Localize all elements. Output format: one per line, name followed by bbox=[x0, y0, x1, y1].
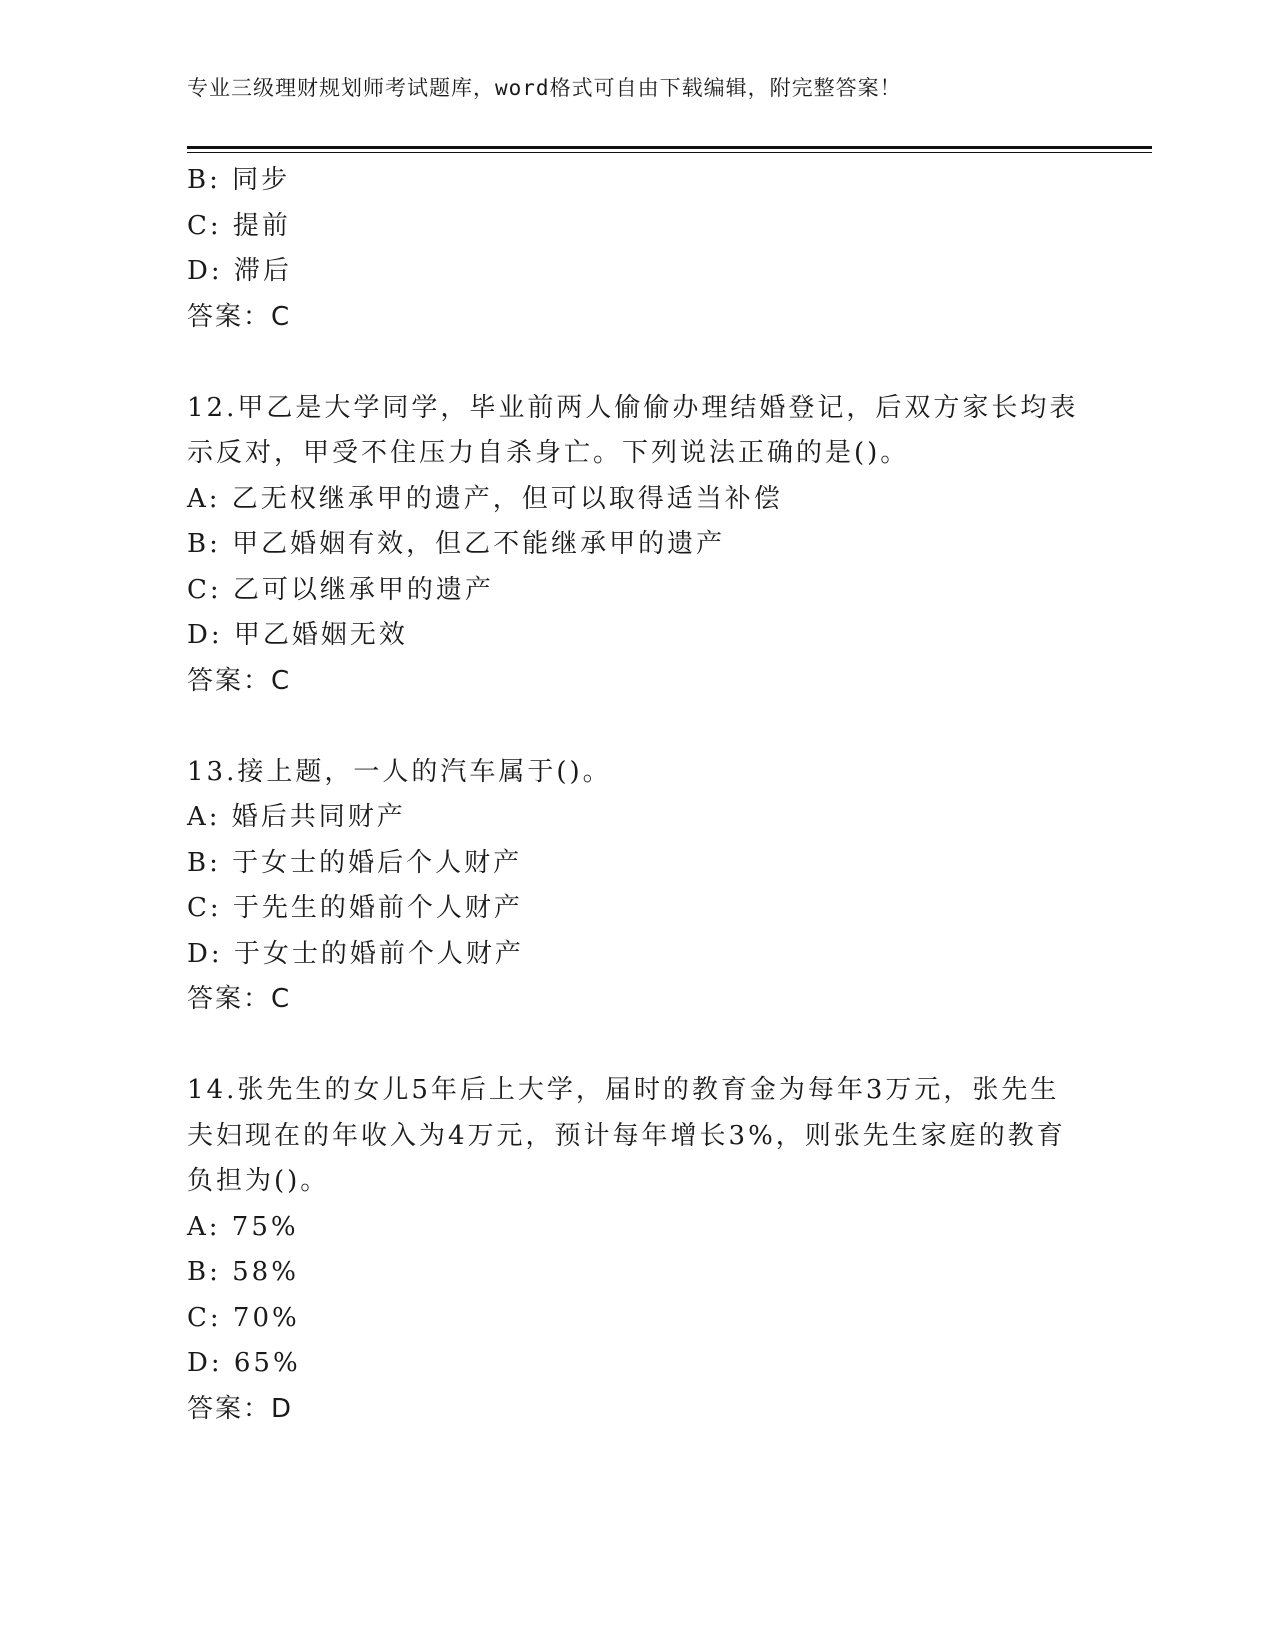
question-12 bbox=[187, 386, 1087, 705]
option-c: C: 于先生的婚前个人财产 bbox=[187, 893, 523, 923]
answer-line: 答案：D bbox=[187, 1393, 294, 1424]
question-stem-line: 12.甲乙是大学同学，毕业前两人偷偷办理结婚登记，后双方家长均表 bbox=[187, 392, 1079, 423]
option-d: D: 滞后 bbox=[187, 256, 292, 286]
option-a: A: 婚后共同财产 bbox=[187, 802, 406, 832]
option-c: C: 乙可以继承甲的遗产 bbox=[187, 574, 494, 605]
header-divider-thin bbox=[187, 152, 1152, 153]
page-header: 专业三级理财规划师考试题库，word格式可自由下载编辑，附完整答案！ bbox=[187, 76, 902, 100]
option-d: D: 甲乙婚姻无效 bbox=[187, 620, 408, 650]
spacer bbox=[187, 704, 1087, 750]
spacer bbox=[187, 340, 1087, 386]
question-13 bbox=[187, 750, 1087, 1023]
spacer bbox=[187, 1023, 1087, 1069]
question-stem-line: 夫妇现在的年收入为4万元，预计每年增长3%，则张先生家庭的教育 bbox=[187, 1120, 1066, 1151]
option-b: B: 同步 bbox=[187, 165, 291, 195]
answer-line: 答案：C bbox=[187, 665, 292, 696]
question-stem-line: 负担为()。 bbox=[187, 1166, 330, 1196]
question-stem-line: 示反对，甲受不住压力自杀身亡。下列说法正确的是()。 bbox=[187, 438, 910, 468]
option-d: D: 65% bbox=[187, 1348, 301, 1378]
option-b: B: 于女士的婚后个人财产 bbox=[187, 847, 523, 878]
question-fragment bbox=[187, 158, 1087, 340]
option-c: C: 提前 bbox=[187, 210, 291, 241]
header-divider-thick bbox=[187, 146, 1152, 149]
question-stem-line: 13.接上题，一人的汽车属于()。 bbox=[187, 756, 612, 787]
document-body bbox=[187, 158, 1087, 1432]
option-b: B: 甲乙婚姻有效，但乙不能继承甲的遗产 bbox=[187, 529, 726, 559]
option-b: B: 58% bbox=[187, 1257, 299, 1287]
option-a: A: 乙无权继承甲的遗产，但可以取得适当补偿 bbox=[187, 483, 783, 514]
answer-line: 答案：C bbox=[187, 984, 292, 1014]
answer-line: 答案：C bbox=[187, 301, 292, 332]
option-d: D: 于女士的婚前个人财产 bbox=[187, 938, 524, 969]
question-14 bbox=[187, 1068, 1087, 1432]
question-stem-line: 14.张先生的女儿5年后上大学，届时的教育金为每年3万元，张先生 bbox=[187, 1075, 1060, 1105]
option-a: A: 75% bbox=[187, 1211, 299, 1242]
option-c: C: 70% bbox=[187, 1302, 300, 1333]
